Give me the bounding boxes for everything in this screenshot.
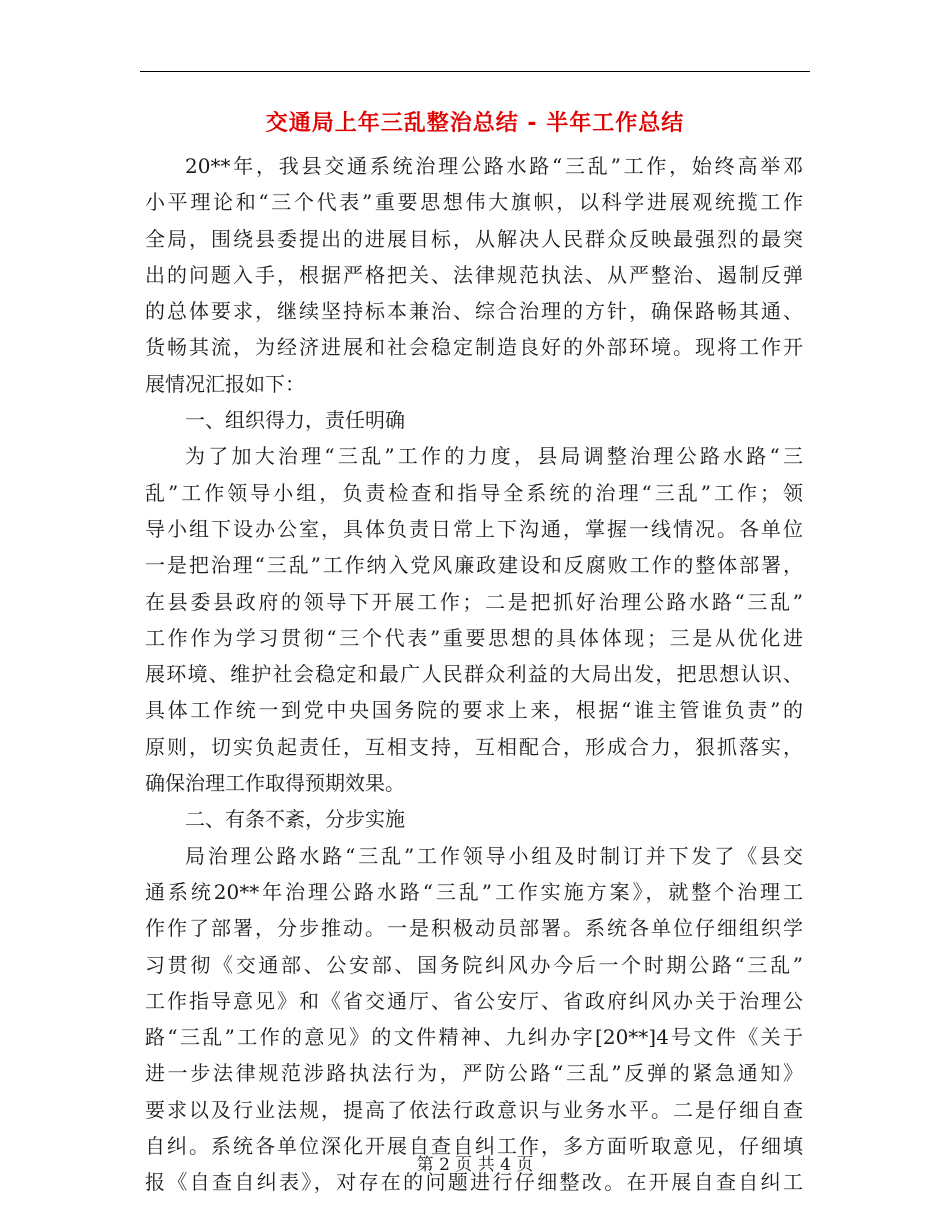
text-line: 展情况汇报如下：: [145, 371, 305, 396]
page-footer: 第 2 页 共 4 页: [416, 1155, 534, 1175]
text-line: 导小组下设办公室，具体负责日常上下沟通，掌握一线情况。各单位: [145, 516, 803, 541]
text-line: 报《自查自纠表》，对存在的问题进行仔细整改。在开展自查自纠工: [145, 1170, 803, 1195]
text-line: 的总体要求，继续坚持标本兼治、综合治理的方针，确保路畅其通、: [145, 299, 803, 324]
text-line: 局治理公路水路“三乱”工作领导小组及时制订并下发了《县交: [185, 843, 803, 868]
text-line: 为了加大治理“三乱”工作的力度，县局调整治理公路水路“三: [185, 444, 803, 469]
text-line: 工作作为学习贯彻“三个代表”重要思想的具体体现；三是从优化进: [145, 625, 803, 650]
text-line: 工作指导意见》和《省交通厅、省公安厅、省政府纠风办关于治理公: [145, 988, 803, 1013]
text-line: 小平理论和“三个代表”重要思想伟大旗帜，以科学进展观统揽工作: [145, 190, 803, 215]
text-line: 在县委县政府的领导下开展工作；二是把抓好治理公路水路“三乱”: [145, 589, 803, 614]
text-line: 习贯彻《交通部、公安部、国务院纠风办今后一个时期公路“三乱”: [145, 952, 803, 977]
text-line: 自纠。系统各单位深化开展自查自纠工作，多方面听取意见，仔细填: [145, 1134, 803, 1159]
document-body: [145, 148, 803, 1201]
text-line: 通系统20**年治理公路水路“三乱”工作实施方案》，就整个治理工: [145, 879, 803, 904]
text-line: 路“三乱”工作的意见》的文件精神、九纠办字[20**]4号文件《关于: [145, 1025, 803, 1050]
text-line: 要求以及行业法规，提高了依法行政意识与业务水平。二是仔细自查: [145, 1097, 803, 1122]
text-line: 一是把治理“三乱”工作纳入党风廉政建设和反腐败工作的整体部署，: [145, 553, 803, 578]
text-line: 原则，切实负起责任，互相支持，互相配合，形成合力，狠抓落实，: [145, 734, 803, 759]
header-rule: [140, 71, 810, 72]
text-line: 进一步法律规范涉路执法行为，严防公路“三乱”反弹的紧急通知》: [145, 1061, 803, 1086]
text-line: 具体工作统一到党中央国务院的要求上来，根据“谁主管谁负责”的: [145, 698, 803, 723]
text-line: 出的问题入手，根据严格把关、法律规范执法、从严整治、遏制反弹: [145, 262, 803, 287]
text-line: 全局，围绕县委提出的进展目标，从解决人民群众反映最强烈的最突: [145, 226, 803, 251]
text-line: 作作了部署，分步推动。一是积极动员部署。系统各单位仔细组织学: [145, 916, 803, 941]
text-line: 确保治理工作取得预期效果。: [145, 771, 405, 796]
text-line: 20**年，我县交通系统治理公路水路“三乱”工作，始终高举邓: [185, 154, 803, 178]
text-line: 一、组织得力，责任明确: [185, 408, 405, 433]
text-line: 货畅其流，为经济进展和社会稳定制造良好的外部环境。现将工作开: [145, 335, 803, 360]
text-line: 二、有条不紊，分步实施: [185, 807, 405, 832]
text-line: 乱”工作领导小组，负责检查和指导全系统的治理“三乱”工作；领: [145, 480, 803, 505]
text-line: 展环境、维护社会稳定和最广人民群众利益的大局出发，把思想认识、: [145, 662, 803, 687]
document-title: 交通局上年三乱整治总结 - 半年工作总结: [265, 111, 685, 136]
